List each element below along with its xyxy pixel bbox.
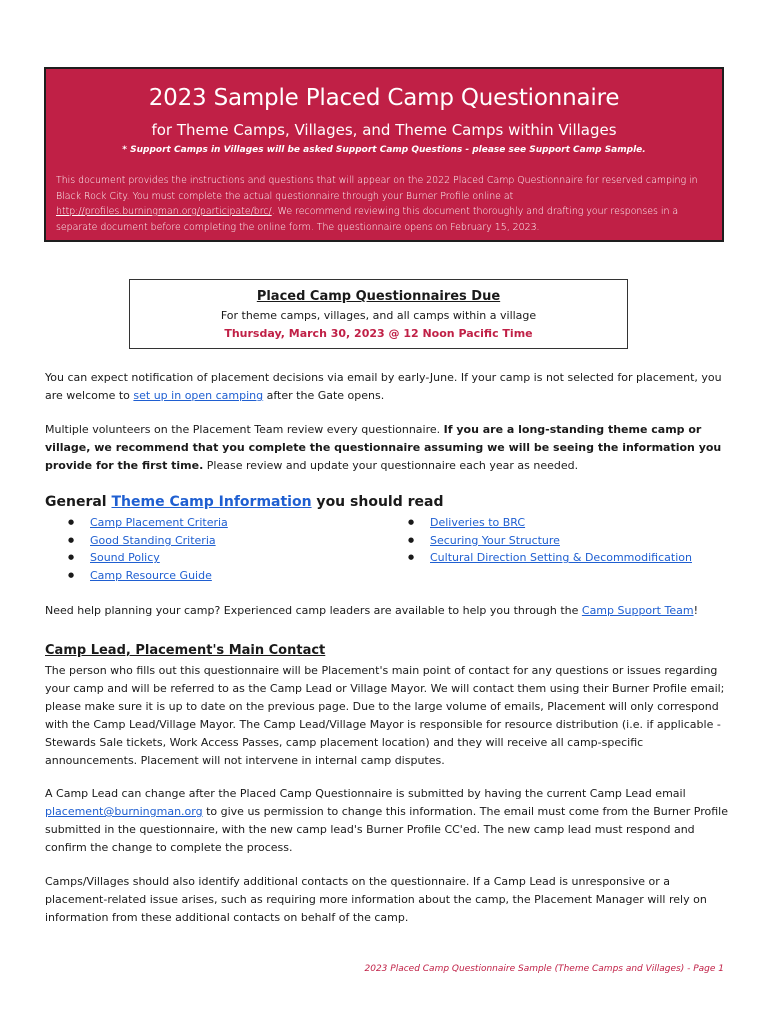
due-date-box <box>129 279 628 349</box>
header-banner <box>44 67 724 242</box>
due-heading: Placed Camp Questionnaires Due <box>256 289 501 304</box>
placement-email-link[interactable]: placement@burningman.org <box>45 805 203 818</box>
help-paragraph <box>45 602 735 620</box>
document-subtitle: for Theme Camps, Villages, and Theme Camps within Villages <box>151 121 617 139</box>
volunteers-text-end: Please review and update your questionnaire each year as needed. <box>203 459 579 472</box>
sound-policy-link[interactable]: Sound Policy <box>90 551 160 565</box>
camp-lead-p2-text: A Camp Lead can change after the Placed Camp Questionnaire is submitted by having the current Camp Lead email <box>45 787 686 800</box>
list-item <box>408 514 692 532</box>
notification-paragraph <box>45 369 735 405</box>
list-item <box>68 567 228 585</box>
camp-lead-paragraph-1: The person who fills out this questionnaire will be Placement's main point of contact for any questions or issues regarding your camp and will be referred to as the Camp Lead or Village Mayor. We will contact them using their Burner Profile email; please make sure it is up to date on the previous page. Due to the large volume of emails, Placement will only correspond with the Camp Lead/Village Mayor. The Camp Lead/Village Mayor is responsible for resource distribution (i.e. if applicable - Stewards Sale tickets, Work Access Passes, camp placement location) and they will receive all camp-specific announcements. Placement will not intervene in internal camp disputes. <box>45 664 725 767</box>
list-item <box>408 549 692 567</box>
list-item <box>408 532 692 550</box>
notification-text-end: after the Gate opens. <box>263 389 385 402</box>
list-item <box>68 514 228 532</box>
intro-text-part-2: . We recommend reviewing this document thoroughly and drafting your responses in a separate document before completing the online form. The questionnaire opens on February 15, 2023. <box>56 206 679 233</box>
resource-list-left <box>68 514 228 585</box>
decommodification-link[interactable]: Cultural Direction Setting & Decommodification <box>430 551 692 565</box>
intro-text-part-1: This document provides the instructions and questions that will appear on the 2022 Placed Camp Questionnaire for reserved camping in Black Rock City. You must complete the actual questionnaire through your Burner Profile online at <box>56 175 698 202</box>
open-camping-link[interactable]: set up in open camping <box>133 389 264 402</box>
profiles-link[interactable]: http://profiles.burningman.org/participate/brc/ <box>56 206 272 217</box>
theme-camp-info-link[interactable]: Theme Camp Information <box>111 494 312 510</box>
general-info-heading <box>45 494 443 510</box>
help-text-end: ! <box>693 604 698 617</box>
camp-resource-guide-link[interactable]: Camp Resource Guide <box>90 569 212 583</box>
camp-lead-heading: Camp Lead, Placement's Main Contact <box>45 643 326 658</box>
camp-lead-p2-text-end: to give us permission to change this information. The email must come from the Burner Profile submitted in the questionnaire, with the new camp lead's Burner Profile CC'ed. The new camp lead must respond and confirm the change to complete the process. <box>45 805 728 854</box>
help-text: Need help planning your camp? Experienced camp leaders are available to help you through the <box>45 604 582 617</box>
general-heading-post: you should read <box>311 494 444 510</box>
intro-text <box>56 173 708 235</box>
support-camp-note: * Support Camps in Villages will be asked Support Camp Questions - please see Support Camp Sample. <box>122 145 646 155</box>
good-standing-criteria-link[interactable]: Good Standing Criteria <box>90 533 216 547</box>
resource-list-right <box>408 514 692 567</box>
camp-support-team-link[interactable]: Camp Support Team <box>581 604 694 617</box>
list-item <box>68 532 228 550</box>
camp-lead-paragraph-3: Camps/Villages should also identify additional contacts on the questionnaire. If a Camp Lead is unresponsive or a placement-related issue arises, such as requiring more information about the camp, the Placement Manager will rely on information from these additional contacts on behalf of the camp. <box>45 875 707 924</box>
due-scope: For theme camps, villages, and all camps within a village <box>220 309 537 322</box>
securing-structure-link[interactable]: Securing Your Structure <box>430 533 560 547</box>
page-footer: 2023 Placed Camp Questionnaire Sample (Theme Camps and Villages) - Page 1 <box>364 964 724 974</box>
notification-text: You can expect notification of placement decisions via email by early-June. If your camp is not selected for placement, you are welcome to <box>45 371 722 402</box>
general-heading-pre: General <box>45 494 112 510</box>
deliveries-link[interactable]: Deliveries to BRC <box>430 516 526 529</box>
volunteers-text: Multiple volunteers on the Placement Team review every questionnaire. <box>45 423 444 436</box>
due-date: Thursday, March 30, 2023 @ 12 Noon Pacific Time <box>224 327 533 340</box>
camp-placement-criteria-link[interactable]: Camp Placement Criteria <box>90 516 228 529</box>
volunteers-bold-text: If you are a long-standing theme camp or village, we recommend that you complete the questionnaire assuming we will be seeing the information you provide for the first time. <box>45 423 722 472</box>
list-item <box>68 549 228 567</box>
camp-lead-paragraph-2 <box>45 785 735 857</box>
volunteers-paragraph <box>45 421 735 475</box>
document-title: 2023 Sample Placed Camp Questionnaire <box>148 85 620 111</box>
